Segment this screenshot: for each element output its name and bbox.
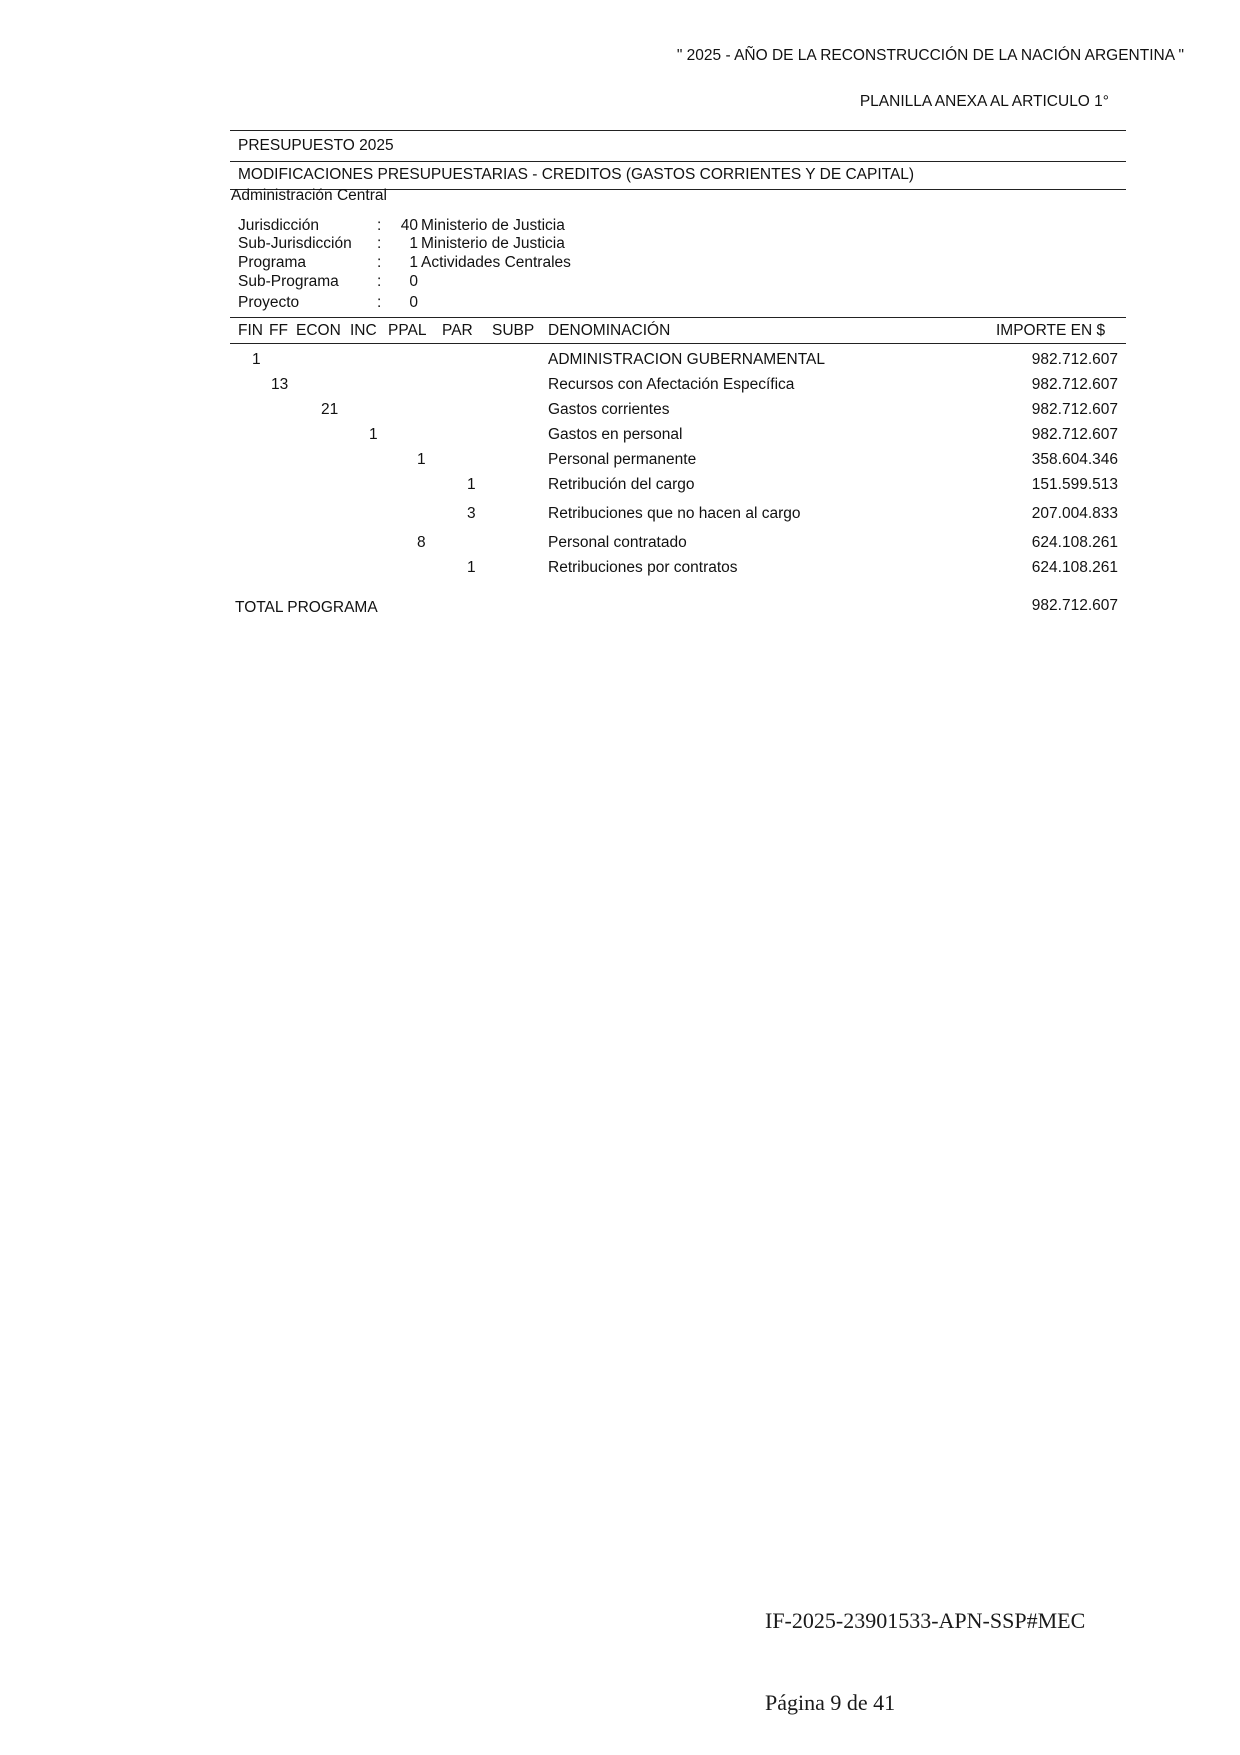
info-code: 0 xyxy=(409,294,418,311)
divider xyxy=(230,317,1126,318)
info-name: Actividades Centrales xyxy=(421,254,571,271)
row-denominacion: Retribuciones por contratos xyxy=(548,559,738,576)
row-code: 13 xyxy=(271,376,289,393)
row-code: 1 xyxy=(252,351,261,368)
budget-title: PRESUPUESTO 2025 xyxy=(238,137,394,154)
info-code: 1 xyxy=(409,235,418,252)
row-importe: 151.599.513 xyxy=(1031,476,1118,493)
info-separator: : xyxy=(377,217,382,234)
info-label: Proyecto xyxy=(238,294,300,311)
annex-title: PLANILLA ANEXA AL ARTICULO 1° xyxy=(859,93,1109,110)
row-code: 8 xyxy=(417,534,426,551)
row-denominacion: Personal permanente xyxy=(548,451,697,468)
column-denominacion: DENOMINACIÓN xyxy=(548,322,671,339)
total-importe: 982.712.607 xyxy=(1031,597,1118,614)
info-separator: : xyxy=(377,273,382,290)
info-label: Sub-Jurisdicción xyxy=(238,235,352,252)
info-separator: : xyxy=(377,254,382,271)
column-fin: FIN xyxy=(238,322,263,339)
row-denominacion: Gastos corrientes xyxy=(548,401,670,418)
row-importe: 207.004.833 xyxy=(1031,505,1118,522)
column-importe: IMPORTE EN $ xyxy=(996,322,1106,339)
row-importe: 982.712.607 xyxy=(1031,426,1118,443)
divider xyxy=(230,130,1126,131)
info-label: Programa xyxy=(238,254,307,271)
info-code: 0 xyxy=(409,273,418,290)
info-label: Jurisdicción xyxy=(238,217,319,234)
page-number: Página 9 de 41 xyxy=(765,1690,896,1715)
column-econ: ECON xyxy=(296,322,341,339)
info-separator: : xyxy=(377,235,382,252)
row-code: 1 xyxy=(369,426,378,443)
info-code: 1 xyxy=(409,254,418,271)
row-importe: 624.108.261 xyxy=(1031,559,1118,576)
row-importe: 358.604.346 xyxy=(1031,451,1118,468)
row-code: 1 xyxy=(467,559,476,576)
row-importe: 982.712.607 xyxy=(1031,401,1118,418)
row-importe: 982.712.607 xyxy=(1031,351,1118,368)
column-ff: FF xyxy=(269,322,288,339)
administration-label: Administración Central xyxy=(231,187,387,204)
divider xyxy=(230,161,1126,162)
info-separator: : xyxy=(377,294,382,311)
row-code: 21 xyxy=(321,401,339,418)
row-code: 3 xyxy=(467,505,476,522)
info-code: 40 xyxy=(400,217,418,234)
row-denominacion: Recursos con Afectación Específica xyxy=(548,376,795,393)
row-code: 1 xyxy=(417,451,426,468)
row-denominacion: Personal contratado xyxy=(548,534,687,551)
document-motto: " 2025 - AÑO DE LA RECONSTRUCCIÓN DE LA NACIÓN ARGENTINA " xyxy=(676,47,1184,64)
row-denominacion: ADMINISTRACION GUBERNAMENTAL xyxy=(548,351,826,368)
column-inc: INC xyxy=(350,322,377,339)
total-label: TOTAL PROGRAMA xyxy=(235,599,378,616)
modifications-title: MODIFICACIONES PRESUPUESTARIAS - CREDITOS (GASTOS CORRIENTES Y DE CAPITAL) xyxy=(238,166,915,183)
column-subp: SUBP xyxy=(492,322,535,339)
row-denominacion: Gastos en personal xyxy=(548,426,683,443)
divider xyxy=(230,343,1126,344)
info-name: Ministerio de Justicia xyxy=(421,235,565,252)
column-ppal: PPAL xyxy=(388,322,427,339)
row-denominacion: Retribución del cargo xyxy=(548,476,695,493)
row-importe: 624.108.261 xyxy=(1031,534,1118,551)
document-id: IF-2025-23901533-APN-SSP#MEC xyxy=(765,1608,1086,1633)
info-name: Ministerio de Justicia xyxy=(421,217,565,234)
row-denominacion: Retribuciones que no hacen al cargo xyxy=(548,505,801,522)
info-label: Sub-Programa xyxy=(238,273,339,290)
row-importe: 982.712.607 xyxy=(1031,376,1118,393)
column-par: PAR xyxy=(442,322,473,339)
row-code: 1 xyxy=(467,476,476,493)
